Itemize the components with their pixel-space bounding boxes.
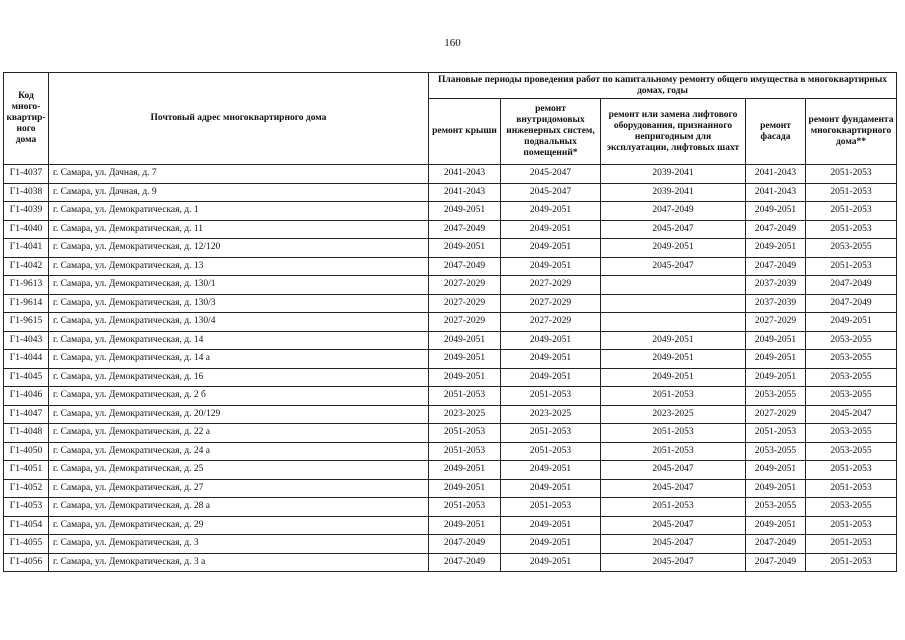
cell-address: г. Самара, ул. Дачная, д. 7 [49,165,429,184]
cell-elevator: 2023-2025 [601,405,746,424]
cell-systems: 2027-2029 [501,276,601,295]
cell-facade: 2027-2029 [746,405,806,424]
cell-roof: 2049-2051 [429,479,501,498]
cell-facade: 2037-2039 [746,276,806,295]
cell-facade: 2049-2051 [746,461,806,480]
cell-elevator: 2049-2051 [601,368,746,387]
cell-foundation: 2053-2055 [806,498,897,517]
cell-elevator: 2039-2041 [601,183,746,202]
cell-elevator: 2045-2047 [601,553,746,572]
cell-systems: 2049-2051 [501,553,601,572]
cell-roof: 2047-2049 [429,220,501,239]
cell-address: г. Самара, ул. Демократическая, д. 12/120 [49,239,429,258]
cell-elevator: 2045-2047 [601,479,746,498]
cell-address: г. Самара, ул. Дачная, д. 9 [49,183,429,202]
cell-facade: 2037-2039 [746,294,806,313]
table-row [4,294,897,313]
cell-roof: 2041-2043 [429,165,501,184]
cell-address: г. Самара, ул. Демократическая, д. 25 [49,461,429,480]
cell-address: г. Самара, ул. Демократическая, д. 20/129 [49,405,429,424]
header-foundation: ремонт фундамента многоквартирного дома** [806,99,897,165]
cell-code: Г1-4052 [4,479,49,498]
table-row [4,239,897,258]
capital-repair-table [3,72,897,572]
table-row [4,257,897,276]
cell-systems: 2051-2053 [501,442,601,461]
table-body [4,165,897,572]
cell-code: Г1-4045 [4,368,49,387]
cell-code: Г1-4041 [4,239,49,258]
cell-foundation: 2051-2053 [806,220,897,239]
header-address: Почтовый адрес многоквартирного дома [49,73,429,165]
cell-roof: 2049-2051 [429,461,501,480]
cell-systems: 2049-2051 [501,331,601,350]
cell-systems: 2049-2051 [501,257,601,276]
cell-foundation: 2051-2053 [806,257,897,276]
cell-foundation: 2053-2055 [806,239,897,258]
cell-elevator: 2049-2051 [601,239,746,258]
cell-systems: 2049-2051 [501,516,601,535]
cell-elevator [601,294,746,313]
cell-code: Г1-4037 [4,165,49,184]
cell-elevator: 2045-2047 [601,535,746,554]
cell-code: Г1-4044 [4,350,49,369]
cell-code: Г1-9614 [4,294,49,313]
cell-address: г. Самара, ул. Демократическая, д. 16 [49,368,429,387]
cell-elevator: 2051-2053 [601,424,746,443]
cell-systems: 2049-2051 [501,479,601,498]
cell-systems: 2049-2051 [501,461,601,480]
cell-facade: 2049-2051 [746,202,806,221]
table-row [4,165,897,184]
cell-address: г. Самара, ул. Демократическая, д. 130/3 [49,294,429,313]
cell-code: Г1-4051 [4,461,49,480]
cell-foundation: 2051-2053 [806,165,897,184]
cell-address: г. Самара, ул. Демократическая, д. 22 а [49,424,429,443]
cell-facade: 2053-2055 [746,442,806,461]
cell-address: г. Самара, ул. Демократическая, д. 11 [49,220,429,239]
cell-facade: 2047-2049 [746,220,806,239]
header-elevator: ремонт или замена лифтового оборудования, признанного непригодным для эксплуатации, лифтовых шахт [601,99,746,165]
table-row [4,405,897,424]
cell-foundation: 2047-2049 [806,276,897,295]
cell-roof: 2047-2049 [429,257,501,276]
cell-elevator: 2045-2047 [601,461,746,480]
cell-address: г. Самара, ул. Демократическая, д. 2 б [49,387,429,406]
cell-address: г. Самара, ул. Демократическая, д. 130/1 [49,276,429,295]
cell-roof: 2049-2051 [429,516,501,535]
cell-roof: 2051-2053 [429,424,501,443]
cell-address: г. Самара, ул. Демократическая, д. 3 [49,535,429,554]
cell-foundation: 2053-2055 [806,350,897,369]
cell-code: Г1-4054 [4,516,49,535]
header-code: Код много-квартир-ного дома [4,73,49,165]
cell-elevator: 2047-2049 [601,202,746,221]
cell-facade: 2049-2051 [746,350,806,369]
table-row [4,461,897,480]
cell-address: г. Самара, ул. Демократическая, д. 28 а [49,498,429,517]
header-facade: ремонт фасада [746,99,806,165]
cell-facade: 2053-2055 [746,498,806,517]
cell-elevator: 2045-2047 [601,220,746,239]
cell-systems: 2051-2053 [501,387,601,406]
cell-systems: 2049-2051 [501,220,601,239]
cell-foundation: 2051-2053 [806,461,897,480]
cell-code: Г1-4038 [4,183,49,202]
cell-address: г. Самара, ул. Демократическая, д. 14 [49,331,429,350]
cell-systems: 2049-2051 [501,535,601,554]
cell-foundation: 2049-2051 [806,313,897,332]
table-row [4,553,897,572]
cell-roof: 2047-2049 [429,553,501,572]
cell-code: Г1-4050 [4,442,49,461]
cell-facade: 2027-2029 [746,313,806,332]
cell-systems: 2049-2051 [501,350,601,369]
cell-systems: 2049-2051 [501,239,601,258]
cell-facade: 2049-2051 [746,516,806,535]
cell-roof: 2023-2025 [429,405,501,424]
cell-roof: 2049-2051 [429,331,501,350]
table-row [4,202,897,221]
table-row [4,313,897,332]
cell-foundation: 2051-2053 [806,553,897,572]
cell-systems: 2049-2051 [501,368,601,387]
cell-systems: 2045-2047 [501,183,601,202]
cell-foundation: 2045-2047 [806,405,897,424]
cell-foundation: 2051-2053 [806,535,897,554]
cell-elevator: 2039-2041 [601,165,746,184]
cell-code: Г1-4039 [4,202,49,221]
cell-facade: 2049-2051 [746,239,806,258]
cell-roof: 2027-2029 [429,276,501,295]
cell-code: Г1-4042 [4,257,49,276]
cell-roof: 2051-2053 [429,498,501,517]
cell-code: Г1-4047 [4,405,49,424]
cell-foundation: 2053-2055 [806,368,897,387]
cell-address: г. Самара, ул. Демократическая, д. 27 [49,479,429,498]
cell-roof: 2049-2051 [429,202,501,221]
cell-code: Г1-4048 [4,424,49,443]
cell-systems: 2051-2053 [501,498,601,517]
table-row [4,220,897,239]
table-row [4,350,897,369]
cell-roof: 2047-2049 [429,535,501,554]
cell-elevator: 2051-2053 [601,442,746,461]
cell-foundation: 2053-2055 [806,331,897,350]
cell-systems: 2023-2025 [501,405,601,424]
cell-address: г. Самара, ул. Демократическая, д. 14 а [49,350,429,369]
table-row [4,442,897,461]
cell-facade: 2049-2051 [746,368,806,387]
cell-facade: 2047-2049 [746,257,806,276]
cell-facade: 2053-2055 [746,387,806,406]
cell-elevator: 2051-2053 [601,498,746,517]
cell-facade: 2049-2051 [746,331,806,350]
cell-elevator: 2049-2051 [601,331,746,350]
cell-code: Г1-4055 [4,535,49,554]
table-row [4,424,897,443]
table-row [4,479,897,498]
cell-foundation: 2051-2053 [806,183,897,202]
cell-address: г. Самара, ул. Демократическая, д. 24 а [49,442,429,461]
cell-roof: 2051-2053 [429,442,501,461]
cell-code: Г1-4040 [4,220,49,239]
cell-address: г. Самара, ул. Демократическая, д. 29 [49,516,429,535]
header-systems: ремонт внутридомовых инженерных систем, подвальных помещений* [501,99,601,165]
cell-systems: 2027-2029 [501,313,601,332]
cell-systems: 2049-2051 [501,202,601,221]
cell-facade: 2049-2051 [746,479,806,498]
cell-systems: 2045-2047 [501,165,601,184]
cell-systems: 2051-2053 [501,424,601,443]
table-row [4,183,897,202]
cell-roof: 2049-2051 [429,368,501,387]
page-number: 160 [444,37,461,49]
cell-roof: 2027-2029 [429,294,501,313]
cell-elevator [601,276,746,295]
cell-code: Г1-9615 [4,313,49,332]
cell-facade: 2051-2053 [746,424,806,443]
cell-foundation: 2053-2055 [806,424,897,443]
cell-code: Г1-4053 [4,498,49,517]
cell-code: Г1-4043 [4,331,49,350]
cell-foundation: 2053-2055 [806,442,897,461]
cell-code: Г1-4056 [4,553,49,572]
cell-elevator: 2049-2051 [601,350,746,369]
cell-roof: 2027-2029 [429,313,501,332]
table-row [4,368,897,387]
table-row [4,498,897,517]
cell-address: г. Самара, ул. Демократическая, д. 130/4 [49,313,429,332]
header-roof: ремонт крыши [429,99,501,165]
cell-foundation: 2047-2049 [806,294,897,313]
cell-facade: 2047-2049 [746,553,806,572]
cell-systems: 2027-2029 [501,294,601,313]
table-row [4,535,897,554]
cell-foundation: 2051-2053 [806,202,897,221]
table-row [4,516,897,535]
cell-foundation: 2051-2053 [806,479,897,498]
cell-elevator: 2045-2047 [601,257,746,276]
table-row [4,331,897,350]
cell-foundation: 2053-2055 [806,387,897,406]
cell-address: г. Самара, ул. Демократическая, д. 1 [49,202,429,221]
cell-code: Г1-9613 [4,276,49,295]
cell-facade: 2047-2049 [746,535,806,554]
table-row [4,276,897,295]
cell-facade: 2041-2043 [746,165,806,184]
cell-roof: 2051-2053 [429,387,501,406]
cell-roof: 2041-2043 [429,183,501,202]
cell-elevator: 2045-2047 [601,516,746,535]
header-periods: Плановые периоды проведения работ по капитальному ремонту общего имущества в многоквартирных домах, годы [429,73,897,99]
cell-roof: 2049-2051 [429,350,501,369]
cell-code: Г1-4046 [4,387,49,406]
cell-foundation: 2051-2053 [806,516,897,535]
table-row [4,387,897,406]
cell-elevator [601,313,746,332]
cell-address: г. Самара, ул. Демократическая, д. 3 а [49,553,429,572]
cell-elevator: 2051-2053 [601,387,746,406]
cell-facade: 2041-2043 [746,183,806,202]
cell-roof: 2049-2051 [429,239,501,258]
cell-address: г. Самара, ул. Демократическая, д. 13 [49,257,429,276]
